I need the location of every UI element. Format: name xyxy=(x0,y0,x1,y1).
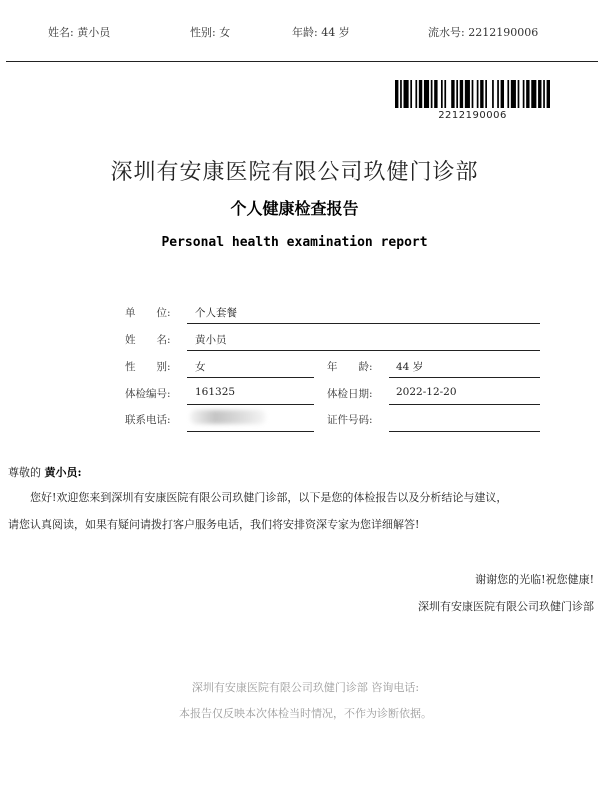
age-label: 年 龄: xyxy=(327,361,373,373)
barcode-bar xyxy=(400,80,402,108)
recipient-name: 黄小员: xyxy=(44,466,82,479)
header-serial-label: 流水号: xyxy=(428,26,465,39)
header-gender-value: 女 xyxy=(219,26,231,39)
phone-redacted xyxy=(190,410,266,424)
unit-underline xyxy=(187,323,540,324)
exam-date-value: 2022-12-20 xyxy=(396,386,457,398)
header-age-value: 44 岁 xyxy=(321,26,350,39)
header-gender-label: 性别: xyxy=(190,26,216,39)
id-label: 证件号码: xyxy=(327,414,373,426)
header-divider xyxy=(6,61,598,62)
barcode-bar xyxy=(477,80,479,108)
report-title-cn: 个人健康检查报告 xyxy=(230,199,359,218)
barcode-bar xyxy=(538,80,541,108)
header-name xyxy=(48,24,110,40)
footer-contact: 深圳有安康医院有限公司玖健门诊部 咨询电话: xyxy=(191,681,420,694)
letter-body-line2: 请您认真阅读，如果有疑问请拨打客户服务电话，我们将安排资深专家为您详细解答! xyxy=(8,518,420,531)
age-underline xyxy=(389,377,540,378)
gender-label: 性 别: xyxy=(125,361,171,373)
letter-thanks: 谢谢您的光临!祝您健康! xyxy=(475,573,594,586)
barcode-bar xyxy=(497,80,499,108)
barcode-bar xyxy=(511,80,516,108)
barcode-bar xyxy=(395,80,398,108)
barcode-bar xyxy=(419,80,422,108)
id-underline xyxy=(389,431,540,432)
report-title-en: Personal health examination report xyxy=(161,235,428,250)
header-name-value: 黄小员 xyxy=(77,26,111,39)
barcode-bar xyxy=(501,80,504,108)
barcode-image xyxy=(395,80,550,108)
header-name-label: 姓名: xyxy=(48,26,74,39)
barcode-bar xyxy=(518,80,520,108)
barcode-bar xyxy=(485,80,487,108)
gender-underline xyxy=(187,377,314,378)
barcode-bar xyxy=(531,80,536,108)
barcode-bar xyxy=(492,80,494,108)
header-age xyxy=(292,24,350,40)
exam-no-value: 161325 xyxy=(195,386,236,398)
exam-date-label: 体检日期: xyxy=(327,388,373,400)
institution-title: 深圳有安康医院有限公司玖健门诊部 xyxy=(110,160,479,185)
header-age-label: 年龄: xyxy=(292,26,318,39)
barcode-bar xyxy=(507,80,509,108)
exam-date-underline xyxy=(389,404,540,405)
barcode-bar xyxy=(444,80,446,108)
header-serial-value: 2212190006 xyxy=(468,26,539,39)
barcode-bar xyxy=(410,80,412,108)
gender-value: 女 xyxy=(195,361,206,373)
barcode-bar xyxy=(460,80,463,108)
name-underline xyxy=(187,350,540,351)
phone-label: 联系电话: xyxy=(125,414,171,426)
footer-disclaimer: 本报告仅反映本次体检当时情况，不作为诊断依据。 xyxy=(179,707,432,720)
name-value: 黄小员 xyxy=(195,334,227,346)
barcode-bar xyxy=(523,80,525,108)
letter-signature: 深圳有安康医院有限公司玖健门诊部 xyxy=(418,600,594,613)
phone-underline xyxy=(187,431,314,432)
unit-label: 单 位: xyxy=(125,307,171,319)
salutation xyxy=(8,464,82,480)
barcode-bar xyxy=(434,80,437,108)
barcode-bar xyxy=(441,80,443,108)
barcode-bar xyxy=(465,80,470,108)
age-value: 44 岁 xyxy=(396,361,424,373)
barcode-bar xyxy=(472,80,474,108)
barcode-bar xyxy=(526,80,529,108)
barcode-bar xyxy=(456,80,458,108)
barcode-bar xyxy=(543,80,545,108)
header-serial xyxy=(428,24,538,40)
barcode-bar xyxy=(480,80,483,108)
exam-no-label: 体检编号: xyxy=(125,388,171,400)
barcode-bar xyxy=(451,80,454,108)
salutation-prefix: 尊敬的 xyxy=(8,466,41,479)
unit-value: 个人套餐 xyxy=(195,307,237,319)
barcode-bar xyxy=(431,80,433,108)
exam-no-underline xyxy=(187,404,314,405)
barcode-number: 2212190006 xyxy=(438,110,507,121)
barcode-bar xyxy=(415,80,417,108)
header-gender xyxy=(190,24,230,40)
barcode-bar xyxy=(547,80,550,108)
name-label: 姓 名: xyxy=(125,334,171,346)
barcode-bar xyxy=(404,80,409,108)
letter-body-line1: 您好!欢迎您来到深圳有安康医院有限公司玖健门诊部，以下是您的体检报告以及分析结论与建议， xyxy=(30,491,508,504)
barcode-bar xyxy=(424,80,429,108)
